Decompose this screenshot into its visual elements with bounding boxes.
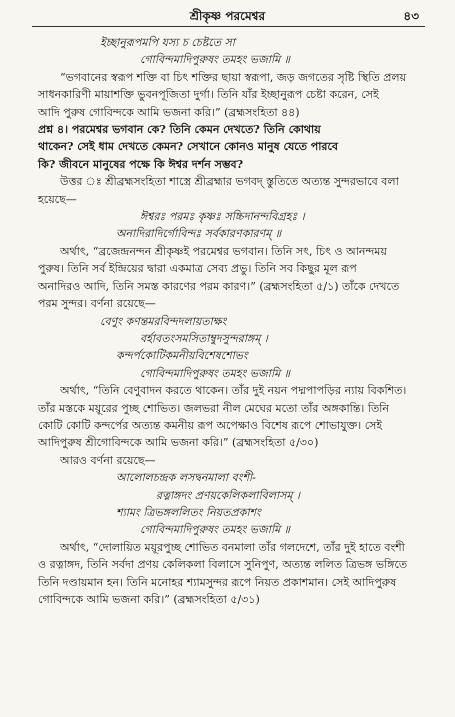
page-body xyxy=(38,34,425,608)
verse-line: রত্নাঙ্গদং প্রণয়কেলিকলাবিলাসম্ । xyxy=(156,488,300,502)
text-line: অনাদিরও আদি, তিনি সমস্ত কারণের পরম কারণ।” (ব্রহ্মসংহিতা ৫/১) তাঁকে দেখতে xyxy=(38,279,400,293)
verse-line: কন্দর্পকোটিকমনীয়বিশেষশোভং xyxy=(116,349,248,363)
question-line: প্রশ্ন ৪। পরমেশ্বর ভগবান কে? তিনি কেমন দেখতে? তিনি কোথায় xyxy=(38,123,321,137)
verse-line: গোবিন্দমাদিপুরুষং তমহং ভজামি ॥ xyxy=(140,53,290,67)
text-line: ও রত্নাঙ্গদ, তিনি সর্বদা প্রণয় কেলিকলা বিলাসে সুনিপুণ, অত্যন্ত ললিত ত্রিভঙ্গ ভঙ্গিতে xyxy=(38,558,408,572)
verse-line: গোবিন্দমাদিপুরুষং তমহং ভজামি ॥ xyxy=(140,366,290,380)
text-line: অর্থাৎ, “দোলায়িত ময়ূরপুচ্ছ শোভিত বনমালা তাঁর গলদেশে, তাঁর দুই হাতে বংশী xyxy=(60,540,405,554)
text-line: তাঁর মস্তকে ময়ূরের পুচ্ছ শোভিত। জলভরা নীল মেঘের মতো তাঁর অঙ্গকান্তি। তিনি xyxy=(38,401,389,415)
verse-line: বর্হাবতংসমসিতাম্বুদসুন্দরাঙ্গম্ । xyxy=(140,331,268,345)
text-line: “ভগবানের স্বরূপ শক্তি বা চিৎ শক্তির ছায়া স্বরূপা, জড় জগতের সৃষ্টি স্থিতি প্রলয় xyxy=(60,70,407,84)
verse-line: অনাদিরাদির্গোবিন্দঃ সর্বকারণকারণম্ ॥ xyxy=(116,227,282,241)
text-line: তিনি দণ্ডায়মান হন। তিনি মনোহর শ্যামসুন্দর রূপে নিয়ত প্রকাশমান। সেই আদিপুরুষ xyxy=(38,575,397,589)
question-line: কি? জীবনে মানুষের পক্ষে কি ঈশ্বর দর্শন সম্ভব? xyxy=(38,157,244,171)
verse-line: বেণুং কণন্তমরবিন্দদলায়তাক্ষং xyxy=(100,314,227,328)
verse-line: ইচ্ছানুরূপমপি যস্য চ চেষ্টতে সা xyxy=(100,36,235,49)
page-header xyxy=(0,6,455,28)
text-line: আরও বর্ণনা রয়েছে— xyxy=(60,453,156,467)
verse-line: গোবিন্দমাদিপুরুষং তমহং ভজামি ॥ xyxy=(140,523,290,537)
text-line: উত্তর ঃ শ্রীব্রহ্মসংহিতা শাস্ত্রে শ্রীব্রহ্মার ভগবদ্ স্তুতিতে অত্যন্ত সুন্দরভাবে বলা xyxy=(60,175,399,189)
text-line: অর্থাৎ, “ব্রজেন্দ্রনন্দন শ্রীকৃষ্ণই পরমেশ্বর ভগবান। তিনি সৎ, চিৎ ও আনন্দময় xyxy=(60,244,387,258)
running-title: শ্রীকৃষ্ণ পরমেশ্বর xyxy=(189,9,266,23)
text-line: সাধনকারিণী মায়াশক্তি ভুবনপূজিতা দুর্গা। তিনি যাঁর ইচ্ছানুরূপ চেষ্টা করেন, সেই xyxy=(38,88,379,102)
verse-line: ঈশ্বরঃ পরমঃ কৃষ্ণঃ সচ্চিদানন্দবিগ্রহঃ । xyxy=(140,210,305,224)
page-number: ৪৩ xyxy=(403,9,419,23)
header-rule xyxy=(32,26,425,27)
text-line: পুরুষ। তিনি সর্ব ইন্দ্রিয়ের দ্বারা একমাত্র সেব্য প্রভু। তিনি সব কিছুর মূল রূপ xyxy=(38,262,357,276)
verse-line: শ্যামং ত্রিভঙ্গললিতং নিয়তপ্রকাশং xyxy=(116,505,261,519)
verse-line: আলোলচন্দ্রক লসদ্বনমালা বংশী- xyxy=(116,471,256,485)
text-line: আদি পুরুষ গোবিন্দকে আমি ভজনা করি।” (ব্রহ্মসংহিতা ৪৪) xyxy=(38,105,300,119)
question-line: থাকেন? সেই ধাম দেখতে কেমন? সেখানে কোনও মানুষ যেতে পারবে xyxy=(38,140,339,154)
text-line: কোটি কোটি কন্দর্পের অত্যন্ত কমনীয় রূপ অপেক্ষাও বিশেষ রূপে শোভাযুক্ত। সেই xyxy=(38,418,383,432)
text-line: হয়েছে— xyxy=(38,192,77,206)
text-line: আদিপুরুষ শ্রীগোবিন্দকে আমি ভজনা করি।” (ব্রহ্মসংহিতা ৫/৩০) xyxy=(38,436,319,450)
text-line: গোবিন্দকে আমি ভজনা করি।” (ব্রহ্মসংহিতা ৫/৩১) xyxy=(38,593,260,606)
text-line: অর্থাৎ, “তিনি বেণুবাদন করতে থাকেন। তাঁর দুই নয়ন পদ্মপাপড়ির ন্যায় বিকশিত। xyxy=(60,384,407,398)
text-line: পরম সুন্দর। বর্ণনা রয়েছে— xyxy=(38,297,156,311)
